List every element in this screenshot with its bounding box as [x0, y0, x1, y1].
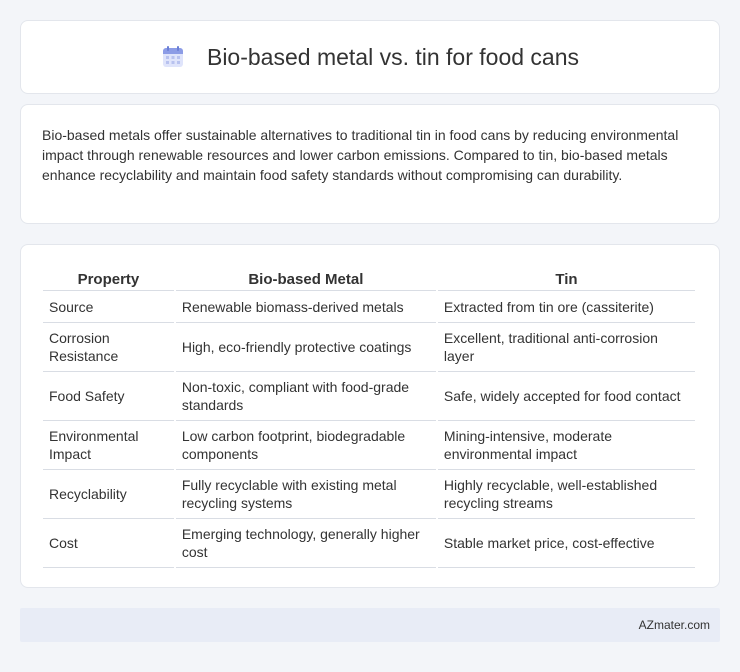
- table-row: [43, 291, 695, 323]
- row-bio-based-value: Emerging technology, generally higher cost: [176, 519, 436, 568]
- row-property: Corrosion Resistance: [43, 323, 174, 372]
- table-row: [43, 470, 695, 519]
- row-bio-based-value: Non-toxic, compliant with food-grade standards: [176, 372, 436, 421]
- intro-card: [20, 104, 720, 224]
- table-row: [43, 372, 695, 421]
- header-tin: Tin: [438, 265, 695, 291]
- footer: [20, 608, 720, 642]
- row-tin-value: Extracted from tin ore (cassiterite): [438, 291, 695, 323]
- table-row: [43, 323, 695, 372]
- comparison-card: [20, 244, 720, 588]
- table-row: [43, 519, 695, 568]
- row-bio-based-value: High, eco-friendly protective coatings: [176, 323, 436, 372]
- row-tin-value: Stable market price, cost-effective: [438, 519, 695, 568]
- title-card: [20, 20, 720, 94]
- row-tin-value: Mining-intensive, moderate environmental impact: [438, 421, 695, 470]
- row-property: Recyclability: [43, 470, 174, 519]
- row-bio-based-value: Fully recyclable with existing metal recycling systems: [176, 470, 436, 519]
- intro-text: Bio-based metals offer sustainable alternatives to traditional tin in food cans by reducing environmental impact through renewable resources and lower carbon emissions. Compared to tin, bio-based metals enhance recyclability and maintain food safety standards without compromising can durability.: [42, 127, 679, 183]
- row-property: Cost: [43, 519, 174, 568]
- row-property: Environmental Impact: [43, 421, 174, 470]
- row-property: Food Safety: [43, 372, 174, 421]
- page-title: Bio-based metal vs. tin for food cans: [206, 43, 580, 70]
- comparison-table: [41, 265, 697, 568]
- header-property: Property: [43, 265, 174, 291]
- row-tin-value: Excellent, traditional anti-corrosion layer: [438, 323, 695, 372]
- row-bio-based-value: Renewable biomass-derived metals: [176, 291, 436, 323]
- header-bio-based-metal: Bio-based Metal: [176, 265, 436, 291]
- table-header-row: [43, 265, 695, 291]
- row-tin-value: Highly recyclable, well-established recycling streams: [438, 470, 695, 519]
- calendar-icon: [161, 45, 185, 69]
- row-tin-value: Safe, widely accepted for food contact: [438, 372, 695, 421]
- table-row: [43, 421, 695, 470]
- row-bio-based-value: Low carbon footprint, biodegradable components: [176, 421, 436, 470]
- footer-brand[interactable]: AZmater.com: [638, 618, 710, 632]
- row-property: Source: [43, 291, 174, 323]
